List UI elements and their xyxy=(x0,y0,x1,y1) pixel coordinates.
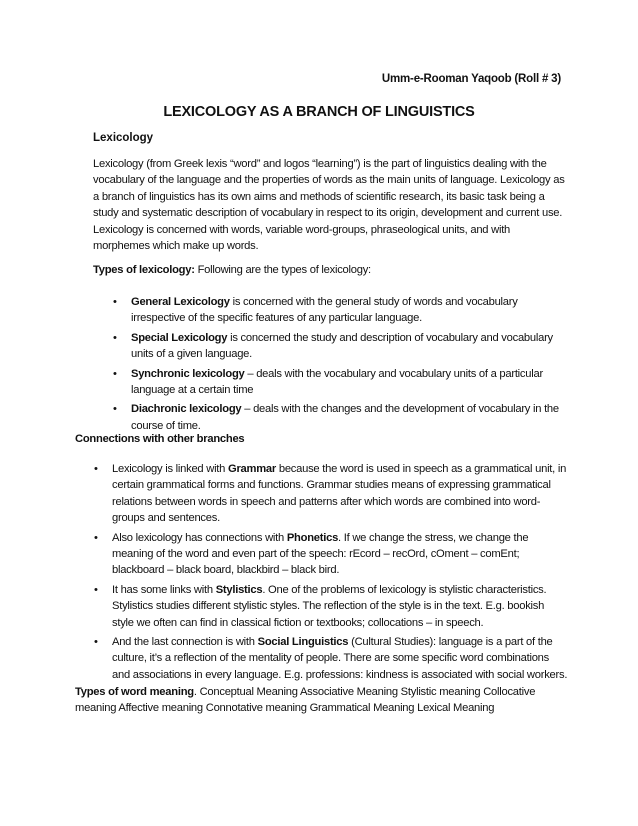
list-item xyxy=(113,294,563,327)
list-item xyxy=(94,582,568,631)
list-item-post: because the word is used in speech as a grammatical unit, in certain grammatical forms and functions. Grammar studies means of expressing grammatical relations between words in speech and patterns after which words are combined into word-groups and sentences. xyxy=(112,463,567,525)
list-item xyxy=(94,461,568,527)
list-item-post: . One of the problems of lexicology is stylistic characteristics. Stylistics studies different stylistic styles. The reflection of the style is in the text. E.g. bookish style we often can find in classical fiction or textbooks; collocations – in speech. xyxy=(112,583,547,629)
types-text: Following are the types of lexicology: xyxy=(194,264,371,276)
list-item-text: – deals with the changes and the development of vocabulary in the course of time. xyxy=(131,403,559,432)
word-meaning-text: . Conceptual Meaning Associative Meaning Stylistic meaning Collocative meaning Affective meaning Connotative meaning Grammatical Meaning Lexical Meaning xyxy=(75,686,536,715)
bullet-icon: • xyxy=(94,463,98,475)
list-item-post: (Cultural Studies): language is a part of the culture, it’s a reflection of the mentality of people. There are some specific word combinations and associations in every language. E.g. professions: kindness is associated with social workers. xyxy=(112,636,568,681)
list-item xyxy=(113,366,563,399)
list-item-term: Stylistics xyxy=(215,583,263,596)
list-item xyxy=(94,634,568,683)
list-item-term: Synchronic lexicology xyxy=(131,367,245,380)
author-line: Umm-e-Rooman Yaqoob (Roll # 3) xyxy=(381,73,561,85)
bullet-icon: • xyxy=(94,531,98,544)
list-item-term: Grammar xyxy=(228,463,276,475)
list-item xyxy=(113,401,563,434)
list-item-pre: Also lexicology has connections with xyxy=(112,531,287,544)
bullet-icon: • xyxy=(113,403,117,416)
types-label: Types of lexicology: xyxy=(93,264,195,276)
bullet-icon: • xyxy=(94,636,98,649)
list-item-post: . If we change the stress, we change the meaning of the word and even part of the speech: rEcord – recOrd, cOment – comEnt; blackboard – black board, blackbird – black bird. xyxy=(112,531,529,577)
list-item-term: Diachronic lexicology xyxy=(131,403,242,416)
types-paragraph xyxy=(93,264,371,276)
document-title: LEXICOLOGY AS A BRANCH OF LINGUISTICS xyxy=(163,104,475,120)
bullet-icon: • xyxy=(113,296,117,308)
types-list xyxy=(113,294,563,437)
list-item-pre: Lexicology is linked with xyxy=(112,463,228,475)
bullet-icon: • xyxy=(113,367,117,380)
connections-heading: Connections with other branches xyxy=(75,433,245,445)
list-item-pre: It has some links with xyxy=(112,583,216,596)
list-item-term: Special Lexicology xyxy=(131,331,228,344)
list-item xyxy=(113,330,563,363)
section-subheading: Lexicology xyxy=(93,132,154,144)
list-item-pre: And the last connection is with xyxy=(112,636,258,649)
word-meaning-paragraph xyxy=(75,684,565,717)
list-item-term: Social Linguistics xyxy=(257,636,349,649)
list-item-text: is concerned the study and description of vocabulary and vocabulary units of a given language. xyxy=(131,331,553,361)
connections-list xyxy=(94,461,568,686)
list-item-term: Phonetics xyxy=(286,531,339,544)
intro-paragraph: Lexicology (from Greek lexis “word” and logos “learning”) is the part of linguistics dealing with the vocabulary of the language and the properties of words as the main units of language. Lexicology as a branch of linguistics has its own aims and methods of scientific research, its basic task being a study and systematic description of vocabulary in respect to its origin, development and current use. Lexicology is concerned with words, variable word-groups, phraseological units, and with morphemes which make up words. xyxy=(93,158,565,253)
list-item xyxy=(94,530,568,579)
bullet-icon: • xyxy=(113,331,117,344)
list-item-text: – deals with the vocabulary and vocabulary units of a particular language at a certain time xyxy=(131,367,543,397)
bullet-icon: • xyxy=(94,583,98,596)
word-meaning-label: Types of word meaning xyxy=(75,686,194,698)
list-item-term: General Lexicology xyxy=(131,296,230,308)
list-item-text: is concerned with the general study of words and vocabulary irrespective of the specific features of any particular language. xyxy=(131,296,518,325)
